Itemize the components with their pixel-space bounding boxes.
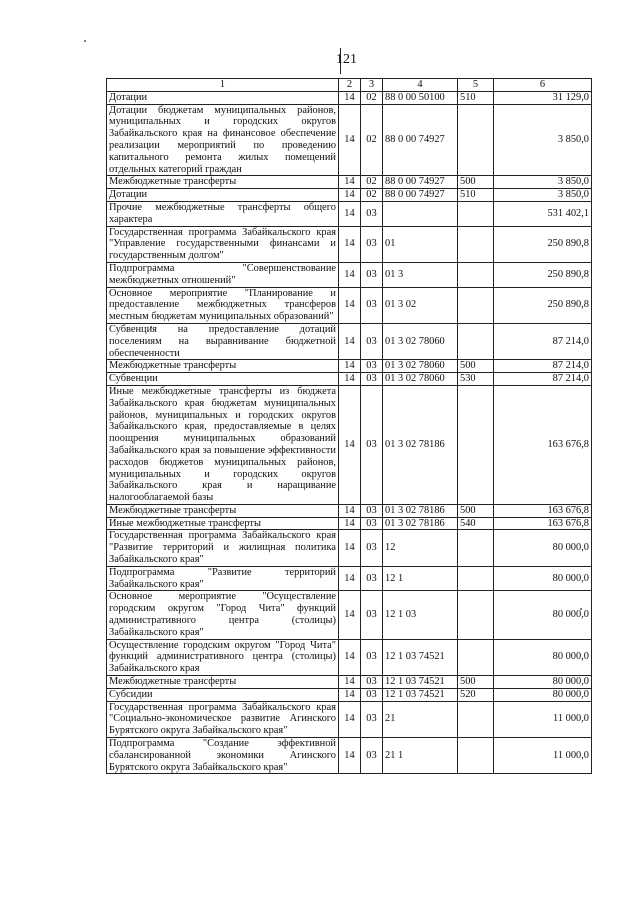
cell-expense-type: 510	[458, 189, 494, 202]
cell-target: 01 3 02 78060	[383, 323, 458, 359]
cell-name: Дотации	[107, 189, 339, 202]
cell-name: Осуществление городским округом "Город Чита" функций административного центра (столицы) Забайкальского края	[107, 639, 339, 675]
table-header-row	[107, 79, 592, 92]
cell-target: 01 3 02 78060	[383, 373, 458, 386]
table-row	[107, 360, 592, 373]
cell-target: 21 1	[383, 738, 458, 774]
budget-table	[106, 78, 592, 774]
cell-section: 14	[339, 385, 361, 504]
cell-amount: 3 850,0	[494, 104, 592, 176]
cell-amount: 80 000,0	[494, 688, 592, 701]
cell-target: 01 3 02 78186	[383, 504, 458, 517]
cell-target: 01 3 02 78186	[383, 517, 458, 530]
cell-target: 88 0 00 74927	[383, 176, 458, 189]
cell-expense-type: 540	[458, 517, 494, 530]
header-col-expense-type: 5	[458, 79, 494, 92]
cell-expense-type: 500	[458, 676, 494, 689]
cell-section: 14	[339, 688, 361, 701]
cell-amount: 163 676,8	[494, 517, 592, 530]
cell-section: 14	[339, 323, 361, 359]
cell-subsection: 03	[361, 287, 383, 323]
cell-amount: 3 850,0	[494, 176, 592, 189]
table-row	[107, 189, 592, 202]
cell-subsection: 03	[361, 201, 383, 226]
cell-target: 01	[383, 226, 458, 262]
cell-subsection: 03	[361, 591, 383, 639]
cell-section: 14	[339, 226, 361, 262]
cell-name: Подпрограмма "Совершенствование межбюджетных отношений"	[107, 262, 339, 287]
cell-section: 14	[339, 639, 361, 675]
cell-expense-type: 510	[458, 91, 494, 104]
page-number: 121	[336, 52, 357, 67]
cell-section: 14	[339, 566, 361, 591]
cell-section: 14	[339, 530, 361, 566]
cell-amount: 11 000,0	[494, 701, 592, 737]
cell-section: 14	[339, 176, 361, 189]
cell-name: Государственная программа Забайкальского края "Социально-экономическое развитие Агинского Бурятского округа Забайкальского края"	[107, 701, 339, 737]
cell-subsection: 03	[361, 676, 383, 689]
header-col-amount: 6	[494, 79, 592, 92]
cell-name: Подпрограмма "Создание эффективной сбалансированной экономики Агинского Бурятского округа Забайкальского края"	[107, 738, 339, 774]
cell-target: 12 1	[383, 566, 458, 591]
cell-target: 01 3 02 78060	[383, 360, 458, 373]
cell-name: Субвенции	[107, 373, 339, 386]
scan-speck	[84, 40, 86, 42]
cell-subsection: 03	[361, 262, 383, 287]
table-row	[107, 323, 592, 359]
header-col-target: 4	[383, 79, 458, 92]
cell-amount: 80 000,0	[494, 591, 592, 639]
table-row	[107, 676, 592, 689]
cell-expense-type	[458, 530, 494, 566]
cell-section: 14	[339, 262, 361, 287]
table-row	[107, 517, 592, 530]
cell-section: 14	[339, 201, 361, 226]
cell-expense-type	[458, 201, 494, 226]
cell-subsection: 03	[361, 738, 383, 774]
cell-section: 14	[339, 287, 361, 323]
cell-section: 14	[339, 701, 361, 737]
cell-amount: 80 000,0	[494, 566, 592, 591]
cell-name: Прочие межбюджетные трансферты общего характера	[107, 201, 339, 226]
cell-subsection: 03	[361, 517, 383, 530]
cell-name: Подпрограмма "Развитие территорий Забайкальского края"	[107, 566, 339, 591]
cell-section: 14	[339, 591, 361, 639]
cell-subsection: 03	[361, 360, 383, 373]
cell-target: 21	[383, 701, 458, 737]
cell-amount: 31 129,0	[494, 91, 592, 104]
cell-section: 14	[339, 189, 361, 202]
cell-section: 14	[339, 104, 361, 176]
table-row	[107, 591, 592, 639]
cell-expense-type	[458, 104, 494, 176]
cell-name: Основное мероприятие "Планирование и предоставление межбюджетных трансферов местным бюджетам муниципальных образований"	[107, 287, 339, 323]
cell-amount: 250 890,8	[494, 226, 592, 262]
cell-expense-type	[458, 385, 494, 504]
cell-amount: 87 214,0	[494, 373, 592, 386]
cell-name: Субвенция на предоставление дотаций поселениям на выравнивание бюджетной обеспеченности	[107, 323, 339, 359]
table-row	[107, 385, 592, 504]
cell-name: Межбюджетные трансферты	[107, 176, 339, 189]
cell-target	[383, 201, 458, 226]
header-col-name: 1	[107, 79, 339, 92]
cell-amount: 163 676,8	[494, 504, 592, 517]
cell-amount: 80 000,0	[494, 530, 592, 566]
cell-amount: 11 000,0	[494, 738, 592, 774]
table-row	[107, 373, 592, 386]
cell-section: 14	[339, 504, 361, 517]
table-row	[107, 287, 592, 323]
cell-amount: 87 214,0	[494, 323, 592, 359]
cell-subsection: 03	[361, 504, 383, 517]
cell-target: 88 0 00 50100	[383, 91, 458, 104]
cell-expense-type: 500	[458, 176, 494, 189]
cell-amount: 87 214,0	[494, 360, 592, 373]
cell-section: 14	[339, 373, 361, 386]
cell-expense-type	[458, 591, 494, 639]
cell-expense-type	[458, 566, 494, 591]
cell-subsection: 02	[361, 176, 383, 189]
cell-target: 01 3 02 78186	[383, 385, 458, 504]
cell-section: 14	[339, 360, 361, 373]
cell-subsection: 03	[361, 373, 383, 386]
table-row	[107, 738, 592, 774]
cell-expense-type	[458, 226, 494, 262]
cell-target: 01 3	[383, 262, 458, 287]
cell-name: Дотации бюджетам муниципальных районов, муниципальных и городских округов Забайкальского края на финансовое обеспечение реализации мероприятий по проведению капитального ремонта жилых помещений отдельных категорий граждан	[107, 104, 339, 176]
cell-name: Иные межбюджетные трансферты из бюджета Забайкальского края бюджетам муниципальных районов, муниципальных и городских округов Забайкальского края, предоставляемые в целях поощрения муниципальных образований Забайкальского края за повышение эффективности расходов бюджетов муниципальных районов, муниципальных и городских округов Забайкальского края и наращивание налогооблагаемой базы	[107, 385, 339, 504]
cell-name: Государственная программа Забайкальского края "Развитие территорий и жилищная политика Забайкальского края"	[107, 530, 339, 566]
table-row	[107, 104, 592, 176]
table-row	[107, 176, 592, 189]
cell-expense-type	[458, 639, 494, 675]
table-row	[107, 530, 592, 566]
cell-subsection: 03	[361, 323, 383, 359]
table-row	[107, 639, 592, 675]
cell-subsection: 02	[361, 104, 383, 176]
cell-name: Иные межбюджетные трансферты	[107, 517, 339, 530]
table-row	[107, 262, 592, 287]
cell-name: Межбюджетные трансферты	[107, 360, 339, 373]
cell-name: Межбюджетные трансферты	[107, 504, 339, 517]
cell-subsection: 02	[361, 189, 383, 202]
table-row	[107, 226, 592, 262]
cell-subsection: 03	[361, 226, 383, 262]
cell-expense-type	[458, 701, 494, 737]
cell-expense-type: 530	[458, 373, 494, 386]
cell-name: Дотации	[107, 91, 339, 104]
cell-expense-type	[458, 323, 494, 359]
table-row	[107, 91, 592, 104]
cell-expense-type: 520	[458, 688, 494, 701]
table-row	[107, 701, 592, 737]
cell-amount: 250 890,8	[494, 262, 592, 287]
cell-section: 14	[339, 676, 361, 689]
cell-target: 12 1 03	[383, 591, 458, 639]
cell-expense-type	[458, 262, 494, 287]
cell-section: 14	[339, 738, 361, 774]
cell-amount: 250 890,8	[494, 287, 592, 323]
cell-name: Межбюджетные трансферты	[107, 676, 339, 689]
cell-name: Государственная программа Забайкальского края "Управление государственными финансами и государственным долгом"	[107, 226, 339, 262]
cell-subsection: 03	[361, 530, 383, 566]
cell-expense-type: 500	[458, 504, 494, 517]
cell-section: 14	[339, 517, 361, 530]
cell-amount: 80 000,0	[494, 639, 592, 675]
header-col-section: 2	[339, 79, 361, 92]
cell-expense-type	[458, 287, 494, 323]
cell-subsection: 02	[361, 91, 383, 104]
cell-target: 88 0 00 74927	[383, 104, 458, 176]
cell-amount: 80 000,0	[494, 676, 592, 689]
cell-amount: 3 850,0	[494, 189, 592, 202]
cell-target: 12 1 03 74521	[383, 639, 458, 675]
cell-expense-type: 500	[458, 360, 494, 373]
cell-section: 14	[339, 91, 361, 104]
header-col-subsection: 3	[361, 79, 383, 92]
cell-target: 12	[383, 530, 458, 566]
table-row	[107, 688, 592, 701]
cell-subsection: 03	[361, 688, 383, 701]
cell-subsection: 03	[361, 385, 383, 504]
cell-amount: 163 676,8	[494, 385, 592, 504]
table-row	[107, 566, 592, 591]
cell-amount: 531 402,1	[494, 201, 592, 226]
cell-target: 12 1 03 74521	[383, 676, 458, 689]
cell-subsection: 03	[361, 701, 383, 737]
table-row	[107, 504, 592, 517]
cell-target: 01 3 02	[383, 287, 458, 323]
cell-target: 12 1 03 74521	[383, 688, 458, 701]
cell-expense-type	[458, 738, 494, 774]
table-row	[107, 201, 592, 226]
cell-target: 88 0 00 74927	[383, 189, 458, 202]
cell-subsection: 03	[361, 566, 383, 591]
cell-subsection: 03	[361, 639, 383, 675]
cell-name: Основное мероприятие "Осуществление городским округом "Город Чита" функций административного центра (столицы) Забайкальского края"	[107, 591, 339, 639]
cell-name: Субсидии	[107, 688, 339, 701]
table-body	[107, 91, 592, 774]
